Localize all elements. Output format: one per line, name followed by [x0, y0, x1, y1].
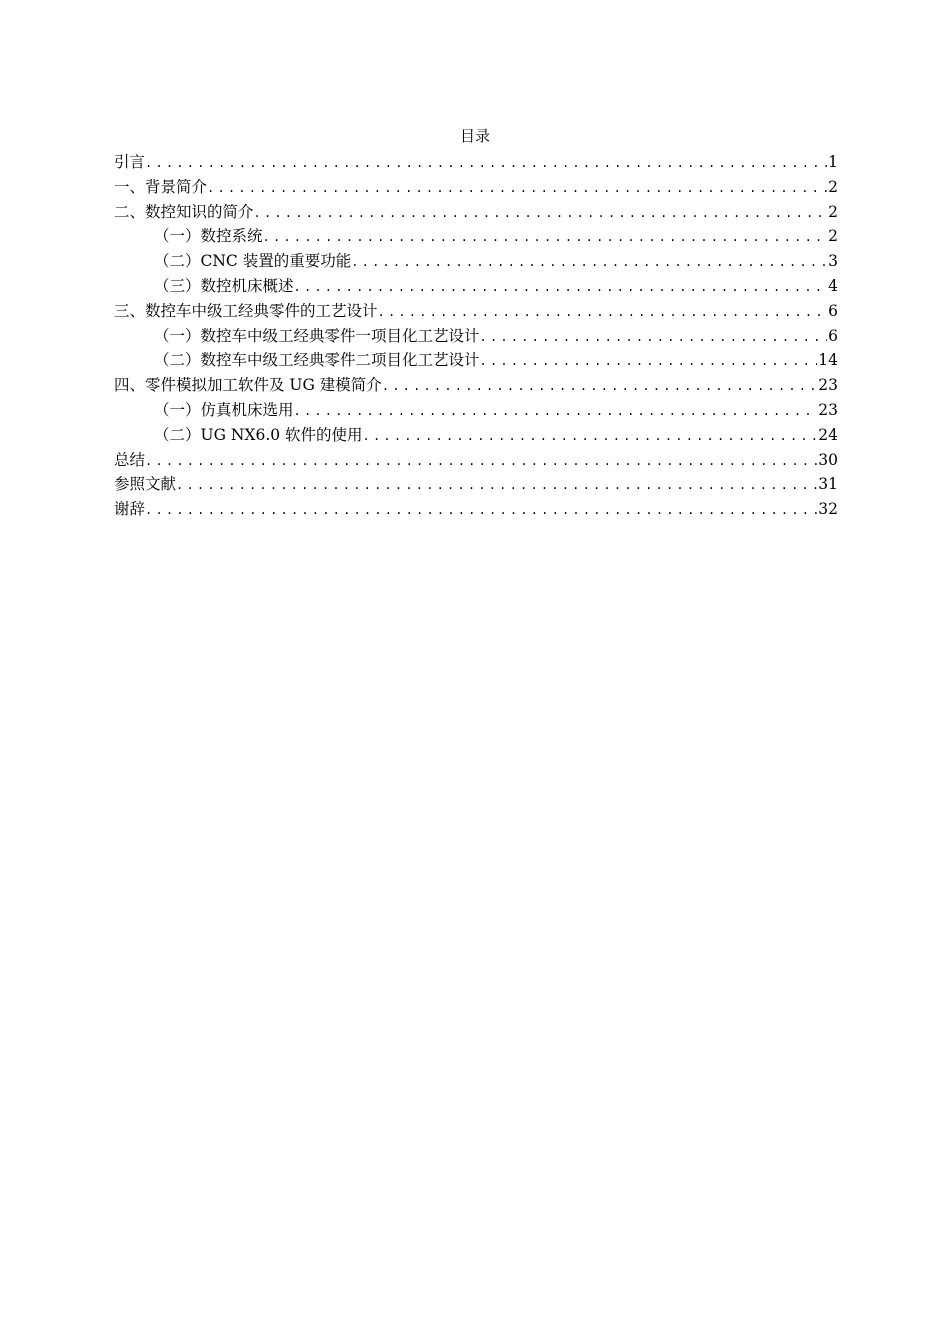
toc-entry-text: 谢辞: [114, 500, 146, 519]
toc-entry-text: 四、零件模拟加工软件及 UG 建模简介: [114, 376, 382, 395]
toc-entry-text: （二）数控车中级工经典零件二项目化工艺设计: [154, 351, 480, 370]
toc-leader-dots: [480, 325, 828, 349]
toc-entry-text: 二、数控知识的简介: [114, 202, 254, 221]
toc-entry[interactable]: [114, 224, 838, 249]
toc-leader-dots: [145, 151, 827, 175]
toc-entry[interactable]: [114, 324, 838, 349]
toc-entry-text: （一）数控系统: [154, 227, 263, 246]
toc-entry-text: （二）CNC 装置的重要功能: [154, 252, 352, 271]
toc-entry[interactable]: [114, 274, 838, 299]
toc-entry-page: 1: [828, 153, 838, 171]
toc-leader-dots: [294, 275, 828, 299]
toc-entry[interactable]: [114, 150, 838, 175]
toc-entry[interactable]: [114, 348, 838, 373]
toc-entry[interactable]: [114, 472, 838, 497]
toc-entry-text: 参照文献: [114, 475, 177, 494]
toc-entry[interactable]: [114, 497, 838, 522]
toc-entry-text: 三、数控车中级工经典零件的工艺设计: [114, 301, 378, 320]
toc-leader-dots: [176, 473, 817, 497]
toc-entry-page: 2: [828, 202, 838, 221]
toc-entry[interactable]: [114, 249, 838, 274]
toc-entry-page: 30: [818, 450, 838, 469]
toc-entry-page: 24: [818, 425, 838, 444]
toc-entry-page: 14: [818, 351, 838, 370]
toc-entry-page: 23: [818, 400, 838, 419]
toc-entry-page: 2: [828, 177, 838, 196]
toc-leader-dots: [351, 250, 827, 274]
toc-leader-dots: [480, 349, 818, 373]
toc-entry-page: 6: [828, 301, 838, 320]
toc-entry[interactable]: [114, 200, 838, 225]
toc-entry[interactable]: [114, 448, 838, 473]
table-of-contents: [114, 150, 838, 522]
toc-entry-text: 一、背景简介: [114, 177, 208, 196]
toc-entry-text: （一）数控车中级工经典零件一项目化工艺设计: [154, 326, 480, 345]
toc-entry-page: 31: [818, 475, 838, 494]
toc-entry[interactable]: [114, 175, 838, 200]
toc-entry[interactable]: [114, 299, 838, 324]
toc-entry-page: 32: [818, 500, 838, 519]
toc-leader-dots: [207, 176, 827, 200]
toc-entry-page: 2: [828, 227, 838, 246]
toc-entry-text: （一）仿真机床选用: [154, 400, 294, 419]
toc-leader-dots: [382, 374, 817, 398]
toc-entry-text: （二）UG NX6.0 软件的使用: [154, 425, 363, 444]
toc-entry-page: 4: [828, 276, 838, 295]
toc-entry-text: 引言: [114, 153, 146, 171]
toc-entry[interactable]: [114, 398, 838, 423]
toc-entry[interactable]: [114, 373, 838, 398]
toc-leader-dots: [263, 225, 828, 249]
toc-entry-page: 6: [828, 326, 838, 345]
toc-entry-text: 总结: [114, 450, 146, 469]
toc-entry[interactable]: [114, 423, 838, 448]
toc-leader-dots: [363, 424, 818, 448]
toc-leader-dots: [145, 498, 817, 522]
toc-entry-page: 3: [828, 252, 838, 271]
toc-title: 目录: [459, 127, 490, 145]
toc-leader-dots: [378, 300, 828, 324]
toc-leader-dots: [145, 449, 817, 473]
toc-entry-text: （三）数控机床概述: [154, 276, 294, 295]
toc-leader-dots: [254, 201, 828, 225]
toc-leader-dots: [294, 399, 818, 423]
toc-entry-page: 23: [818, 376, 838, 395]
